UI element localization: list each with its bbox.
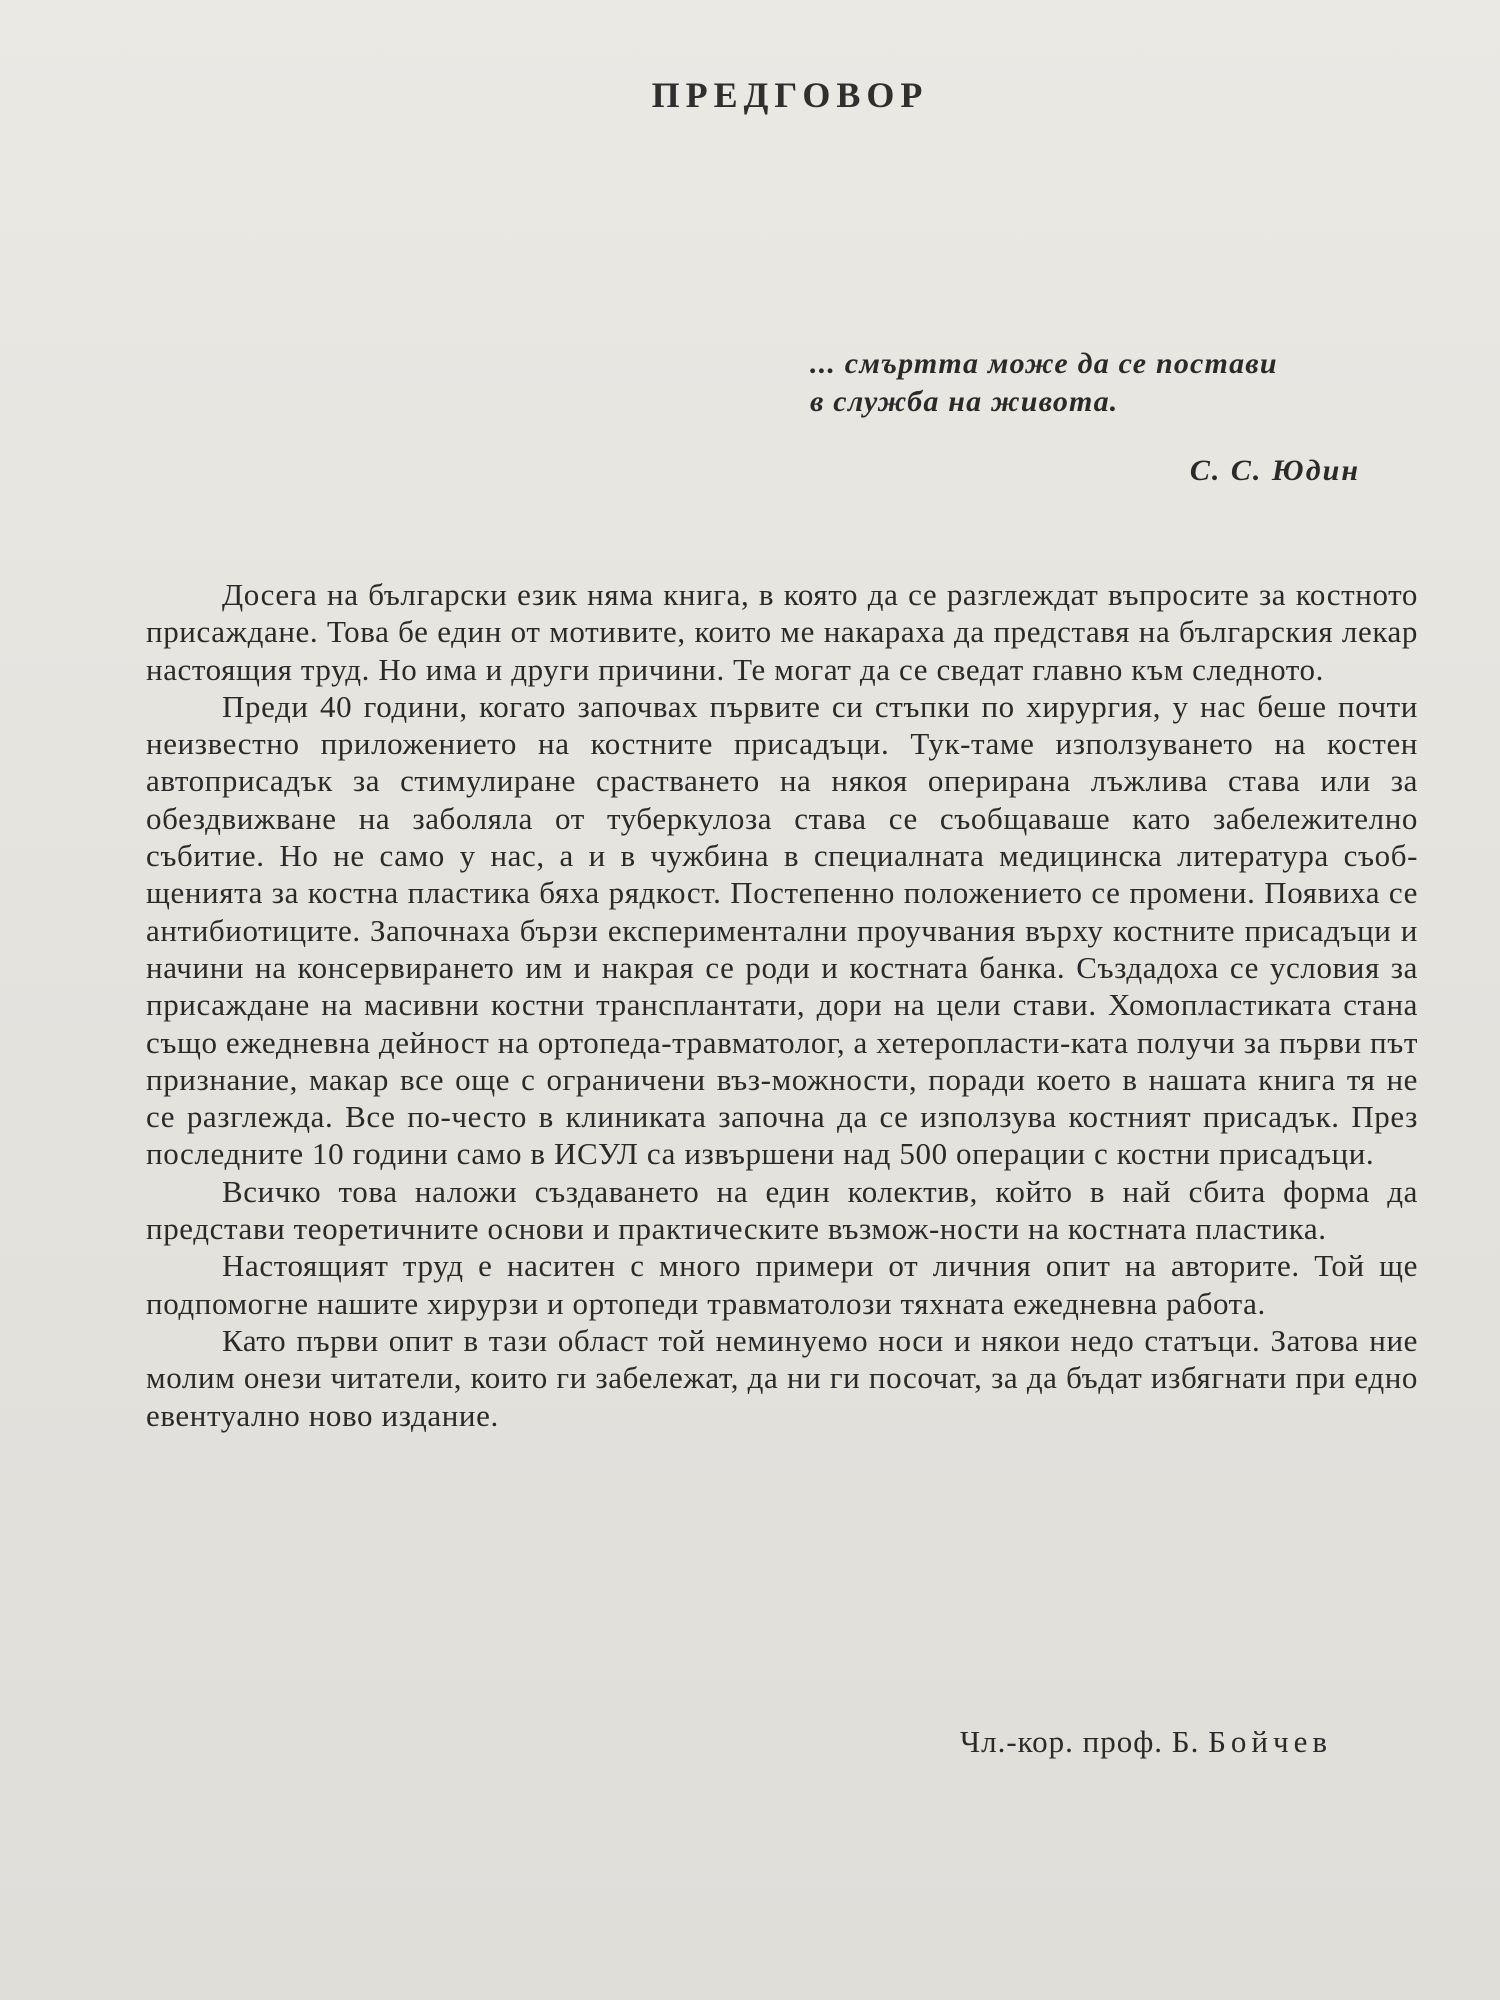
paragraph-4: Настоящият труд е наситен с много примери от личния опит на авторите. Той ще подпомогне нашите хирурзи и ортопеди травматолози тяхната ежедневна работа.	[146, 1248, 1418, 1321]
epigraph-line-1: ... смъртта може да се постави	[810, 347, 1278, 380]
paragraph-3: Всичко това наложи създаването на един колектив, който в най сбита форма да представи теоретичните основи и практическите възмож-ности на костната пластика.	[146, 1173, 1418, 1247]
page-title: ПРЕДГОВОР	[651, 75, 929, 115]
signature-name: Бойчев	[1208, 1724, 1332, 1759]
preface-body	[146, 576, 1418, 1434]
signature-title: Чл.-кор. проф. Б.	[959, 1724, 1200, 1759]
paragraph-5: Като първи опит в тази област той неминуемо носи и някои недо статъци. Затова ние молим онези читатели, които ги забележат, да ни ги посочат, за да бъдат избягнати при едно евентуално ново издание.	[146, 1322, 1418, 1433]
signature	[960, 1724, 1332, 1760]
epigraph	[810, 345, 1370, 421]
paragraph-2: Преди 40 години, когато започвах първите си стъпки по хирургия, у нас беше почти неизвестно приложението на костните присадъци. Тук-таме използуването на костен автоприсадък за стимулиране срастването на някоя оперирана лъжлива става или за обездвижване на заболяла от туберкулоза става се съобщаваше като забележително събитие. Но не само у нас, а и в чужбина в специалната медицинска литература съоб-щенията за костна пластика бяха рядкост. Постепенно положението се промени. Появиха се антибиотиците. Започнаха бързи експериментални проучвания върху костните присадъци и начини на консервирането им и накрая се роди и костната банка. Създадоха се условия за присаждане на масивни костни трансплантати, дори на цели стави. Хомопластиката стана също ежедневна дейност на ортопеда-травматолог, а хетеропласти-ката получи за първи път признание, макар все още с ограничени въз-можности, поради което в нашата книга тя не се разглежда. Все по-често в клиниката започна да се използува костният присадък. През последните 10 години само в ИСУЛ са извършени над 500 операции с костни присадъци.	[146, 688, 1418, 1172]
epigraph-author: С. С. Юдин	[1189, 454, 1360, 487]
paragraph-1: Досега на български език няма книга, в която да се разглеждат въпросите за костното присаждане. Това бе един от мотивите, които ме накараха да представя на българския лекар настоящия труд. Но има и други причини. Те могат да се сведат главно към следното.	[146, 577, 1418, 687]
epigraph-line-2: в служба на живота.	[810, 385, 1119, 418]
